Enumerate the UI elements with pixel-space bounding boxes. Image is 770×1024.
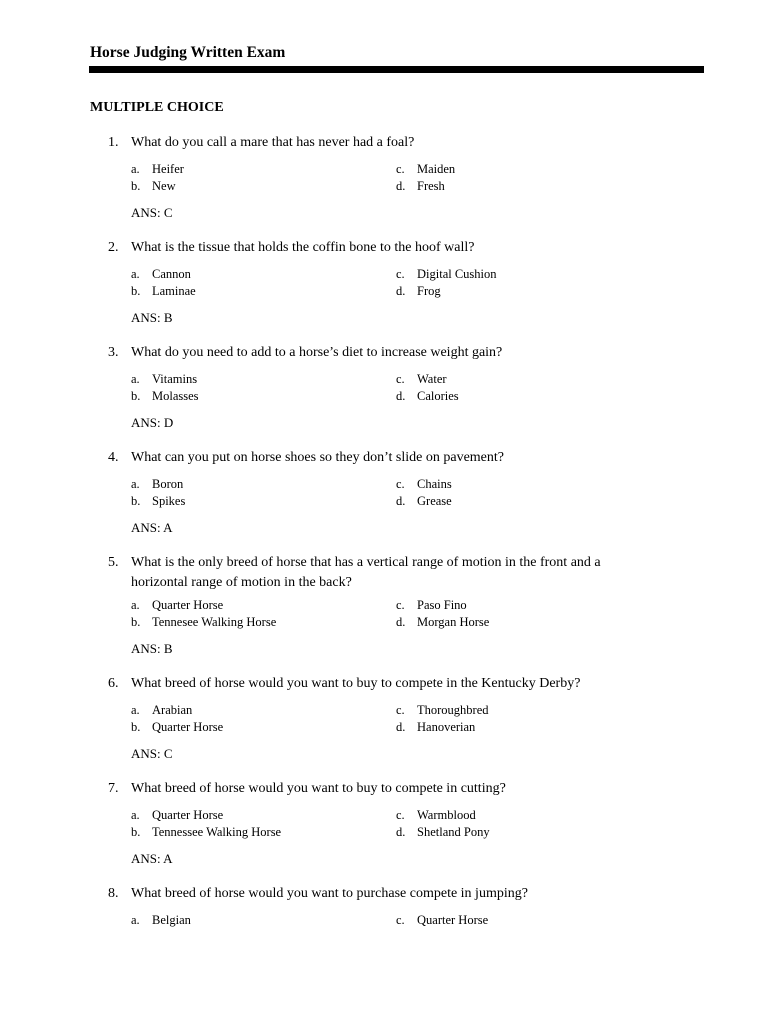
option-a: a. Belgian — [131, 913, 191, 927]
question-8 — [0, 884, 770, 929]
option-b: b. Quarter Horse — [131, 720, 224, 734]
question-text: What breed of horse would you want to buy to compete in the Kentucky Derby? — [131, 676, 581, 691]
option-c: c. Paso Fino — [396, 598, 467, 612]
question-text: What can you put on horse shoes so they don’t slide on pavement? — [131, 450, 504, 465]
option-b: b. Tennessee Walking Horse — [131, 825, 282, 839]
answer-options — [0, 597, 770, 631]
question-2 — [0, 238, 770, 326]
question-text: What do you call a mare that has never had a foal? — [131, 135, 415, 150]
question-number: 1. — [108, 135, 119, 150]
option-c: c. Water — [396, 372, 447, 386]
option-a: a. Quarter Horse — [131, 808, 224, 822]
answer-key: ANS: D — [131, 415, 174, 430]
option-a: a. Quarter Horse — [131, 598, 224, 612]
question-number: 7. — [108, 781, 119, 796]
question-3 — [0, 343, 770, 431]
answer-key: ANS: B — [131, 310, 173, 325]
option-d: d. Fresh — [396, 179, 445, 193]
option-a: a. Boron — [131, 477, 184, 491]
answer-options — [0, 702, 770, 736]
answer-key: ANS: A — [131, 851, 173, 866]
option-b: b. New — [131, 179, 176, 193]
section-title: MULTIPLE CHOICE — [90, 100, 224, 115]
question-list — [0, 133, 770, 929]
question-text: What breed of horse would you want to buy to compete in cutting? — [131, 781, 506, 796]
option-d: d. Morgan Horse — [396, 615, 490, 629]
answer-options — [0, 371, 770, 405]
option-c: c. Chains — [396, 477, 452, 491]
question-1 — [0, 133, 770, 221]
option-b: b. Tennesee Walking Horse — [131, 615, 277, 629]
option-a: a. Cannon — [131, 267, 191, 281]
question-7 — [0, 779, 770, 867]
question-text: What is the only breed of horse that has a vertical range of motion in the front and a horizontal range of motion in the back? — [131, 555, 601, 590]
header-rule — [89, 66, 704, 73]
answer-options — [0, 266, 770, 300]
question-number: 6. — [108, 676, 119, 691]
question-number: 8. — [108, 886, 119, 901]
question-number: 3. — [108, 345, 119, 360]
answer-key: ANS: C — [131, 746, 173, 761]
question-4 — [0, 448, 770, 536]
question-number: 4. — [108, 450, 119, 465]
answer-key: ANS: C — [131, 205, 173, 220]
option-c: c. Warmblood — [396, 808, 476, 822]
option-a: a. Heifer — [131, 162, 184, 176]
option-b: b. Laminae — [131, 284, 196, 298]
option-c: c. Quarter Horse — [396, 913, 489, 927]
question-text: What is the tissue that holds the coffin bone to the hoof wall? — [131, 240, 475, 255]
option-d: d. Grease — [396, 494, 452, 508]
option-c: c. Maiden — [396, 162, 456, 176]
option-b: b. Spikes — [131, 494, 186, 508]
option-c: c. Thoroughbred — [396, 703, 489, 717]
question-text: What do you need to add to a horse’s diet to increase weight gain? — [131, 345, 503, 360]
option-d: d. Shetland Pony — [396, 825, 490, 839]
option-d: d. Calories — [396, 389, 459, 403]
question-6 — [0, 674, 770, 762]
option-a: a. Vitamins — [131, 372, 198, 386]
option-c: c. Digital Cushion — [396, 267, 497, 281]
answer-key: ANS: A — [131, 520, 173, 535]
answer-key: ANS: B — [131, 641, 173, 656]
answer-options — [0, 807, 770, 841]
question-number: 5. — [108, 555, 119, 570]
answer-options — [0, 476, 770, 510]
question-text: What breed of horse would you want to purchase compete in jumping? — [131, 886, 528, 901]
page-title: Horse Judging Written Exam — [90, 44, 286, 61]
answer-options — [0, 912, 770, 929]
question-number: 2. — [108, 240, 119, 255]
question-5 — [0, 553, 770, 657]
option-d: d. Hanoverian — [396, 720, 476, 734]
option-d: d. Frog — [396, 284, 441, 298]
option-b: b. Molasses — [131, 389, 199, 403]
option-a: a. Arabian — [131, 703, 193, 717]
answer-options — [0, 161, 770, 195]
